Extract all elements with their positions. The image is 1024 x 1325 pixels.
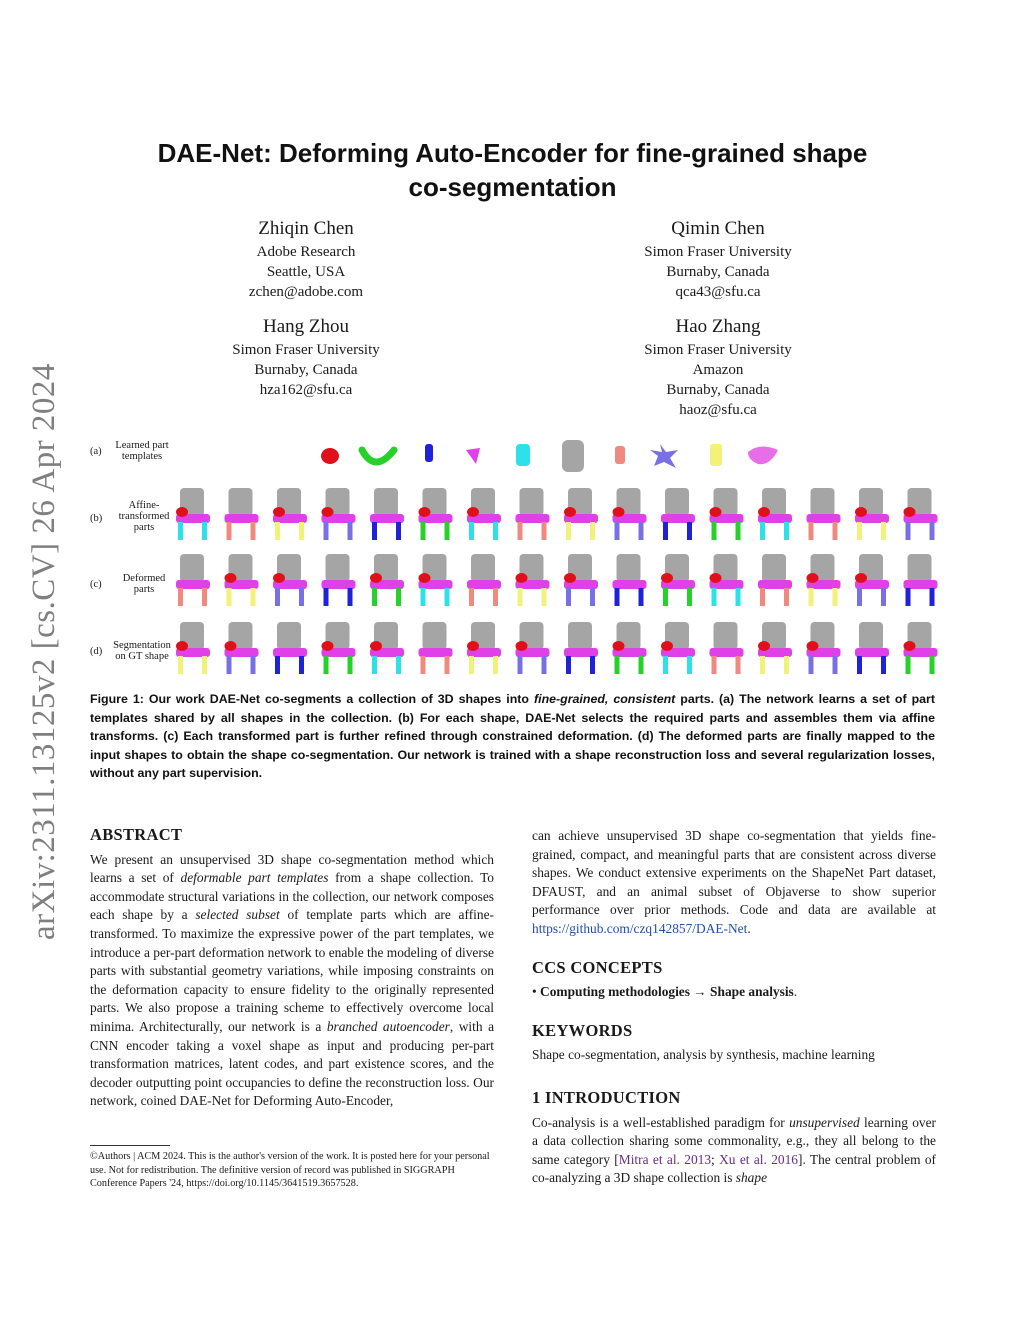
figure-row-label-a bbox=[88, 440, 172, 462]
row-letter: (b) bbox=[90, 513, 103, 524]
chair-leg-part bbox=[712, 656, 717, 674]
chair-shape bbox=[176, 554, 210, 606]
chair-leg-part bbox=[542, 656, 547, 674]
chair-shape bbox=[176, 488, 210, 540]
chair-leg-part bbox=[348, 588, 353, 606]
chair-shape bbox=[516, 554, 550, 606]
chair-leg-part bbox=[469, 588, 474, 606]
chair-seat-part bbox=[710, 648, 744, 657]
chair-leg-part bbox=[324, 656, 329, 674]
chair-arm-part bbox=[419, 507, 431, 517]
chair-shape bbox=[904, 554, 938, 606]
author-name: Hang Zhou bbox=[262, 316, 349, 337]
chair-leg-part bbox=[590, 522, 595, 540]
copyright-footnote bbox=[90, 1145, 494, 1191]
abstract-continued: can achieve unsupervised 3D shape co-segmentation that yields fine-grained, compact, and meaningful parts that are consistent across diverse shapes. We conduct extensive experiments on the ShapeNet Part dataset, DFAUST, and an animal subset of Objaverse to show superior performance over prior methods. Code and data are available at https://github.com/czq142857/DAE-Net. bbox=[532, 828, 936, 936]
chair-shape bbox=[807, 488, 841, 540]
introduction-text: Co-analysis is a well-established paradigm for unsupervised learning over a data collection sharing some commonality, e.g., they all belong to the same category [Mitra et al. 2013; Xu et al. 2016]. The central problem of co-analyzing a 3D shape collection is shape bbox=[532, 1114, 937, 1186]
chair-back-part bbox=[326, 554, 350, 582]
ccs-text: • Computing methodologies → Shape analysis. bbox=[532, 984, 798, 1000]
chair-shape bbox=[807, 622, 841, 674]
chair-arm-part bbox=[807, 641, 819, 651]
left-column bbox=[90, 826, 494, 1111]
chair-back-part bbox=[374, 488, 398, 516]
chair-back-part bbox=[423, 622, 447, 650]
chair-leg-part bbox=[881, 588, 886, 606]
chair-shape bbox=[807, 554, 841, 606]
chair-seat-part bbox=[661, 514, 695, 523]
chair-leg-part bbox=[566, 656, 571, 674]
chair-leg-part bbox=[590, 588, 595, 606]
yellow-part-template bbox=[710, 444, 722, 466]
citation-xu-2016[interactable]: Xu et al. 2016 bbox=[719, 1151, 799, 1167]
row-text: Learned part templates bbox=[115, 440, 169, 462]
chair-leg-part bbox=[809, 656, 814, 674]
chair-leg-part bbox=[687, 656, 692, 674]
chair-leg-part bbox=[663, 522, 668, 540]
chair-leg-part bbox=[227, 588, 232, 606]
chair-shape bbox=[758, 622, 792, 674]
chair-arm-part bbox=[855, 573, 867, 583]
chair-leg-part bbox=[833, 588, 838, 606]
chair-leg-part bbox=[396, 522, 401, 540]
chair-leg-part bbox=[299, 656, 304, 674]
author-name: Zhiqin Chen bbox=[258, 218, 354, 239]
chair-leg-part bbox=[202, 588, 207, 606]
chair-arm-part bbox=[904, 507, 916, 517]
chair-shape bbox=[661, 488, 695, 540]
chair-leg-part bbox=[736, 588, 741, 606]
keywords-heading: KEYWORDS bbox=[532, 1020, 633, 1040]
chair-arm-part bbox=[273, 507, 285, 517]
chair-arm-part bbox=[758, 507, 770, 517]
chair-arm-part bbox=[273, 573, 285, 583]
chair-leg-part bbox=[833, 522, 838, 540]
chair-seat-part bbox=[273, 648, 307, 657]
figure-row-label-b bbox=[88, 500, 172, 533]
chair-back-part bbox=[714, 622, 738, 650]
chair-leg-part bbox=[251, 588, 256, 606]
chair-back-part bbox=[229, 488, 253, 516]
chair-arm-part bbox=[467, 507, 479, 517]
chair-shape bbox=[613, 622, 647, 674]
chair-leg-part bbox=[445, 588, 450, 606]
chair-leg-part bbox=[445, 656, 450, 674]
periwinkle-part-template bbox=[650, 444, 678, 468]
chair-leg-part bbox=[348, 522, 353, 540]
chair-leg-part bbox=[906, 522, 911, 540]
chair-leg-part bbox=[227, 656, 232, 674]
chair-seat-part bbox=[855, 648, 889, 657]
chair-leg-part bbox=[202, 522, 207, 540]
chair-leg-part bbox=[857, 522, 862, 540]
chair-leg-part bbox=[421, 588, 426, 606]
row-text: Affine-transformed parts bbox=[118, 500, 170, 533]
chair-leg-part bbox=[615, 656, 620, 674]
chair-leg-part bbox=[906, 588, 911, 606]
author-location: Burnaby, Canada bbox=[254, 362, 358, 378]
chair-leg-part bbox=[396, 588, 401, 606]
pink-part-template bbox=[748, 446, 778, 464]
keywords-text: Shape co-segmentation, analysis by synthesis, machine learning bbox=[532, 1047, 875, 1063]
chair-arm-part bbox=[176, 507, 188, 517]
chair-shape bbox=[467, 554, 501, 606]
chair-shape bbox=[855, 554, 889, 606]
chair-seat-part bbox=[176, 580, 210, 589]
right-column bbox=[532, 827, 936, 1188]
deformed-parts-row bbox=[176, 554, 938, 606]
affine-parts-row bbox=[176, 488, 938, 540]
chair-leg-part bbox=[760, 522, 765, 540]
chair-back-part bbox=[762, 554, 786, 582]
chair-seat-part bbox=[467, 580, 501, 589]
chair-shape bbox=[758, 554, 792, 606]
chair-back-part bbox=[471, 554, 495, 582]
chair-seat-part bbox=[564, 648, 598, 657]
chair-arm-part bbox=[855, 507, 867, 517]
chair-leg-part bbox=[833, 656, 838, 674]
chair-shape bbox=[904, 622, 938, 674]
chair-leg-part bbox=[275, 588, 280, 606]
chair-seat-part bbox=[758, 580, 792, 589]
figure-row-label-d bbox=[88, 640, 172, 662]
author-email: hza162@sfu.ca bbox=[259, 382, 353, 398]
author-block-3 bbox=[156, 314, 456, 400]
author-block-2 bbox=[568, 216, 868, 302]
blue-part-template bbox=[425, 444, 433, 462]
chair-leg-part bbox=[518, 656, 523, 674]
chair-arm-part bbox=[419, 573, 431, 583]
arxiv-identifier: arXiv:2311.13125v2 [cs.CV] 26 Apr 2024 bbox=[26, 363, 62, 940]
title-line-2: co-segmentation bbox=[408, 172, 617, 202]
author-block-1 bbox=[156, 216, 456, 302]
chair-arm-part bbox=[807, 573, 819, 583]
chair-leg-part bbox=[930, 522, 935, 540]
chair-shape bbox=[661, 622, 695, 674]
chair-leg-part bbox=[639, 656, 644, 674]
chair-leg-part bbox=[784, 656, 789, 674]
footnote-rule bbox=[90, 1145, 170, 1146]
chair-back-part bbox=[908, 554, 932, 582]
chair-leg-part bbox=[566, 588, 571, 606]
row-letter: (c) bbox=[90, 579, 102, 590]
chair-shape bbox=[273, 488, 307, 540]
author-affiliation: Simon Fraser University bbox=[232, 342, 380, 358]
chair-seat-part bbox=[613, 580, 647, 589]
row-letter: (a) bbox=[90, 446, 102, 457]
chair-seat-part bbox=[904, 580, 938, 589]
chair-shape bbox=[176, 622, 210, 674]
footnote-text: ©Authors | ACM 2024. This is the author's version of the work. It is posted here for your personal use. Not for redistribution. The definitive version of record was published in SIGGRAPH Conference Papers '24, https://doi.org/10.1145/3641519.3657528. bbox=[90, 1151, 490, 1190]
author-affiliation-2: Amazon bbox=[692, 362, 744, 378]
chair-shape bbox=[370, 554, 404, 606]
chair-arm-part bbox=[370, 573, 382, 583]
chair-leg-part bbox=[275, 656, 280, 674]
chair-arm-part bbox=[516, 573, 528, 583]
chair-shape bbox=[904, 488, 938, 540]
chair-leg-part bbox=[881, 522, 886, 540]
chair-leg-part bbox=[712, 588, 717, 606]
chair-shape bbox=[370, 622, 404, 674]
red-part-template bbox=[321, 448, 339, 464]
chair-shape bbox=[564, 554, 598, 606]
figure-caption: Figure 1: Our work DAE-Net co-segments a collection of 3D shapes into fine-grained, consistent parts. (a) The network learns a set of part templates shared by all shapes in the collection. (b) For each shape, DAE-Net selects the required parts and assembles them via affine transforms. (c) Each transformed part is further refined through constrained deformation. (d) The deformed parts are finally mapped to the input shapes to obtain the shape co-segmentation. Our network is trained with a shape reconstruction loss and several regularization losses, without any part supervision. bbox=[90, 692, 935, 780]
author-block-4 bbox=[568, 314, 868, 420]
author-email: qca43@sfu.ca bbox=[675, 284, 761, 300]
chair-leg-part bbox=[881, 656, 886, 674]
chair-leg-part bbox=[275, 522, 280, 540]
chair-shape bbox=[273, 622, 307, 674]
chair-seat-part bbox=[370, 514, 404, 523]
chair-leg-part bbox=[736, 656, 741, 674]
chair-arm-part bbox=[176, 641, 188, 651]
chair-shape bbox=[855, 622, 889, 674]
citation-mitra-2013[interactable]: Mitra et al. 2013 bbox=[618, 1151, 712, 1167]
chair-leg-part bbox=[712, 522, 717, 540]
chair-leg-part bbox=[542, 522, 547, 540]
chair-shape bbox=[613, 488, 647, 540]
chair-shape bbox=[516, 622, 550, 674]
row-text: Segmentation on GT shape bbox=[113, 640, 171, 662]
chair-leg-part bbox=[493, 656, 498, 674]
chair-leg-part bbox=[857, 656, 862, 674]
chair-shape bbox=[419, 488, 453, 540]
chair-leg-part bbox=[372, 522, 377, 540]
author-affiliation: Simon Fraser University bbox=[644, 244, 792, 260]
chair-leg-part bbox=[348, 656, 353, 674]
author-affiliation: Simon Fraser University bbox=[644, 342, 792, 358]
chair-leg-part bbox=[687, 522, 692, 540]
chair-leg-part bbox=[299, 522, 304, 540]
chair-leg-part bbox=[639, 522, 644, 540]
chair-shape bbox=[516, 488, 550, 540]
chair-leg-part bbox=[251, 656, 256, 674]
chair-back-part bbox=[665, 488, 689, 516]
chair-leg-part bbox=[518, 522, 523, 540]
chair-leg-part bbox=[736, 522, 741, 540]
figure-1-illustration bbox=[170, 436, 950, 676]
chair-leg-part bbox=[202, 656, 207, 674]
chair-shape bbox=[322, 554, 356, 606]
chair-leg-part bbox=[809, 522, 814, 540]
chair-leg-part bbox=[639, 588, 644, 606]
chair-leg-part bbox=[542, 588, 547, 606]
chair-arm-part bbox=[467, 641, 479, 651]
chair-leg-part bbox=[857, 588, 862, 606]
chair-shape bbox=[661, 554, 695, 606]
chair-shape bbox=[273, 554, 307, 606]
cyan-part-template bbox=[516, 444, 530, 466]
chair-leg-part bbox=[930, 588, 935, 606]
chair-leg-part bbox=[324, 522, 329, 540]
chair-seat-part bbox=[516, 514, 550, 523]
chair-leg-part bbox=[178, 522, 183, 540]
abstract-heading: ABSTRACT bbox=[90, 825, 183, 844]
chair-arm-part bbox=[710, 573, 722, 583]
chair-shape bbox=[322, 488, 356, 540]
chair-shape bbox=[710, 488, 744, 540]
part-templates-row bbox=[321, 440, 778, 472]
chair-shape bbox=[419, 554, 453, 606]
ccs-heading: CCS CONCEPTS bbox=[532, 957, 663, 977]
chair-arm-part bbox=[661, 573, 673, 583]
chair-arm-part bbox=[322, 507, 334, 517]
chair-leg-part bbox=[445, 522, 450, 540]
chair-arm-part bbox=[758, 641, 770, 651]
chair-leg-part bbox=[930, 656, 935, 674]
chair-shape bbox=[225, 622, 259, 674]
chair-shape bbox=[225, 488, 259, 540]
author-location: Burnaby, Canada bbox=[666, 264, 770, 280]
chair-arm-part bbox=[225, 641, 237, 651]
chair-shape bbox=[467, 622, 501, 674]
author-email: haoz@sfu.ca bbox=[679, 402, 757, 418]
magenta-part-template bbox=[466, 448, 480, 464]
chair-shape bbox=[710, 622, 744, 674]
row-text: Deformed parts bbox=[122, 573, 166, 595]
chair-leg-part bbox=[469, 522, 474, 540]
chair-arm-part bbox=[710, 507, 722, 517]
chair-leg-part bbox=[372, 588, 377, 606]
chair-seat-part bbox=[807, 514, 841, 523]
author-email: zchen@adobe.com bbox=[248, 284, 364, 300]
row-letter: (d) bbox=[90, 646, 103, 657]
abstract-text: We present an unsupervised 3D shape co-segmentation method which learns a set of deformable part templates from a shape collection. To accommodate structural variations in the collection, our network composes each shape by a selected subset of template parts which are affine-transformed. To maximize the expressive power of the part templates, we introduce a per-part deformation network to enable the modeling of diverse parts with substantial geometry variations, while imposing constraints on the deformation capacity to ensure fidelity to the originally represented parts. We also propose a training scheme to effectively overcome local minima. Architecturally, our network is a branched autoencoder, with a CNN encoder taking a voxel shape as input and producing per-part transformation matrices, latent codes, and part existence scores, and the decoder outputting point occupancies to define the reconstruction loss. Our network, coined DAE-Net for Deforming Auto-Encoder, bbox=[90, 851, 495, 1109]
chair-leg-part bbox=[178, 656, 183, 674]
chair-shape bbox=[322, 622, 356, 674]
chair-leg-part bbox=[518, 588, 523, 606]
chair-arm-part bbox=[904, 641, 916, 651]
chair-leg-part bbox=[493, 522, 498, 540]
chair-arm-part bbox=[613, 507, 625, 517]
chair-back-part bbox=[617, 554, 641, 582]
author-name: Qimin Chen bbox=[671, 218, 765, 239]
chair-shape bbox=[370, 488, 404, 540]
chair-leg-part bbox=[615, 588, 620, 606]
chair-back-part bbox=[180, 554, 204, 582]
chair-arm-part bbox=[370, 641, 382, 651]
chair-arm-part bbox=[613, 641, 625, 651]
chair-leg-part bbox=[663, 588, 668, 606]
author-name: Hao Zhang bbox=[675, 316, 761, 337]
salmon-part-template bbox=[615, 446, 625, 464]
chair-shape bbox=[710, 554, 744, 606]
chair-leg-part bbox=[227, 522, 232, 540]
paper-title bbox=[90, 136, 935, 204]
chair-leg-part bbox=[251, 522, 256, 540]
chair-leg-part bbox=[178, 588, 183, 606]
chair-leg-part bbox=[663, 656, 668, 674]
chair-leg-part bbox=[324, 588, 329, 606]
chair-shape bbox=[225, 554, 259, 606]
chair-shape bbox=[419, 622, 453, 674]
introduction-heading: 1 INTRODUCTION bbox=[532, 1087, 681, 1107]
chair-shape bbox=[613, 554, 647, 606]
author-location: Burnaby, Canada bbox=[666, 382, 770, 398]
chair-arm-part bbox=[661, 641, 673, 651]
chair-arm-part bbox=[322, 641, 334, 651]
chair-leg-part bbox=[906, 656, 911, 674]
chair-arm-part bbox=[564, 507, 576, 517]
chair-leg-part bbox=[687, 588, 692, 606]
author-affiliation: Adobe Research bbox=[256, 244, 356, 260]
title-line-1: DAE-Net: Deforming Auto-Encoder for fine-grained shape bbox=[157, 138, 868, 168]
chair-back-part bbox=[277, 622, 301, 650]
chair-shape bbox=[564, 488, 598, 540]
chair-seat-part bbox=[225, 514, 259, 523]
chair-leg-part bbox=[493, 588, 498, 606]
chair-leg-part bbox=[590, 656, 595, 674]
segmentation-row bbox=[176, 622, 938, 674]
figure-row-label-c bbox=[88, 573, 172, 595]
chair-leg-part bbox=[396, 656, 401, 674]
chair-leg-part bbox=[809, 588, 814, 606]
chair-leg-part bbox=[784, 588, 789, 606]
chair-leg-part bbox=[372, 656, 377, 674]
chair-leg-part bbox=[566, 522, 571, 540]
chair-shape bbox=[855, 488, 889, 540]
chair-leg-part bbox=[469, 656, 474, 674]
chair-leg-part bbox=[615, 522, 620, 540]
chair-back-part bbox=[859, 622, 883, 650]
chair-leg-part bbox=[760, 588, 765, 606]
author-location: Seattle, USA bbox=[266, 264, 346, 280]
chair-arm-part bbox=[516, 641, 528, 651]
chair-arm-part bbox=[225, 573, 237, 583]
chair-back-part bbox=[520, 488, 544, 516]
chair-seat-part bbox=[419, 648, 453, 657]
gray-part-template bbox=[562, 440, 584, 472]
chair-back-part bbox=[568, 622, 592, 650]
chair-leg-part bbox=[760, 656, 765, 674]
green-part-template bbox=[362, 450, 394, 462]
chair-shape bbox=[467, 488, 501, 540]
chair-shape bbox=[564, 622, 598, 674]
chair-leg-part bbox=[299, 588, 304, 606]
chair-leg-part bbox=[421, 656, 426, 674]
chair-leg-part bbox=[784, 522, 789, 540]
code-link[interactable]: https://github.com/czq142857/DAE-Net bbox=[532, 920, 748, 936]
chair-shape bbox=[758, 488, 792, 540]
chair-seat-part bbox=[322, 580, 356, 589]
chair-leg-part bbox=[421, 522, 426, 540]
chair-back-part bbox=[811, 488, 835, 516]
chair-arm-part bbox=[564, 573, 576, 583]
